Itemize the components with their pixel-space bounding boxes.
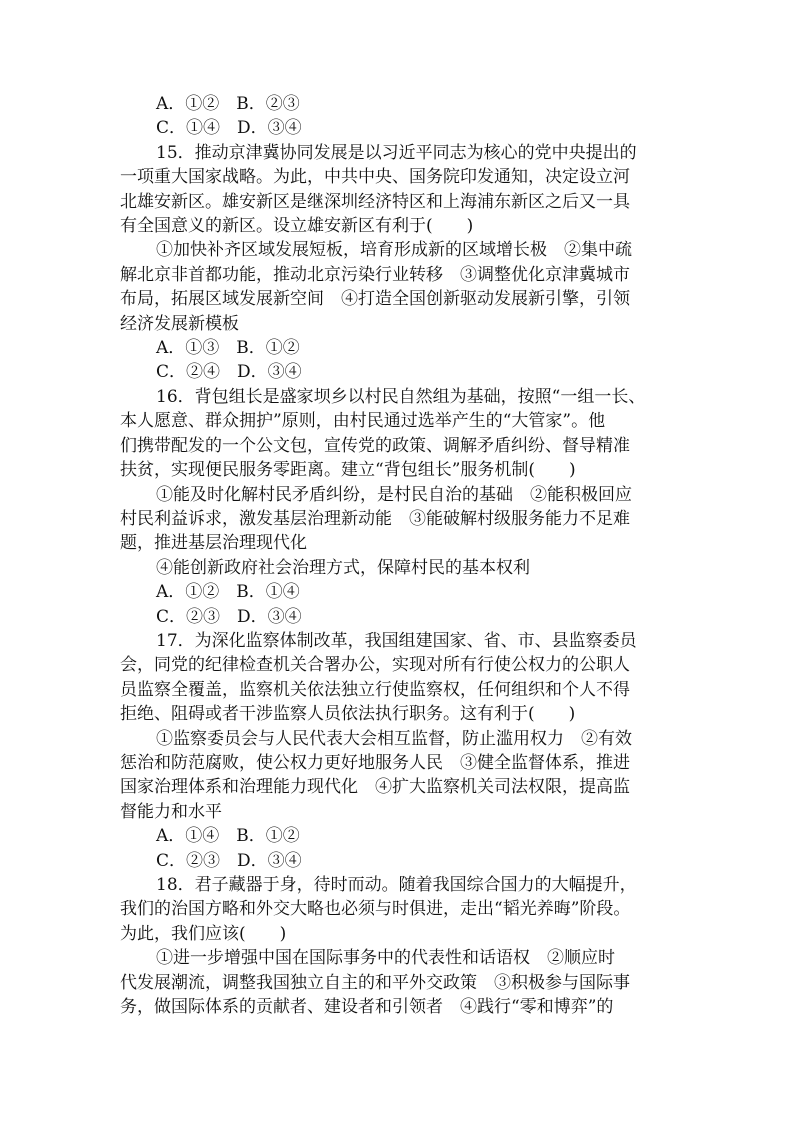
question-stem-line: 本人愿意、群众拥护”原则，由村民通过选举产生的“大管家”。他 <box>120 411 606 432</box>
statement-line: 督能力和水平 <box>120 801 222 822</box>
question-stem-line: 为此，我们应该( ) <box>120 923 287 944</box>
options-cd: C．②③ D．③④ <box>156 606 302 627</box>
statement-line: ①加快补齐区域发展短板，培育形成新的区域增长极 ②集中疏 <box>156 240 632 261</box>
options-ab: A．①② B．②③ <box>156 94 300 114</box>
question-stem-line: 有全国意义的新区。设立雄安新区有利于( ) <box>120 216 474 237</box>
question-stem-line: 扶贫，实现便民服务零距离。建立“背包组长”服务机制( ) <box>120 460 576 481</box>
exam-page <box>120 92 680 1019</box>
question-stem-line: 17．为深化监察体制改革，我国组建国家、省、市、县监察委员 <box>156 630 637 651</box>
statement-line: 布局，拓展区域发展新空间 ④打造全国创新驱动发展新引擎，引领 <box>120 289 630 310</box>
question-stem-line: 一项重大国家战略。为此，中共中央、国务院印发通知，决定设立河 <box>120 167 630 188</box>
question-18 <box>120 873 680 1019</box>
question-stem-line: 18．君子藏器于身，待时而动。随着我国综合国力的大幅提升， <box>156 875 637 895</box>
question-stem-line: 北雄安新区。雄安新区是继深圳经济特区和上海浦东新区之后又一具 <box>120 191 630 212</box>
statement-line: ①能及时化解村民矛盾纠纷，是村民自治的基础 ②能积极回应 <box>156 484 632 505</box>
statement-line: 题，推进基层治理现代化 <box>120 533 307 554</box>
statement-line: 代发展潮流，调整我国独立自主的和平外交政策 ③积极参与国际事 <box>120 972 630 993</box>
question-15 <box>120 141 680 385</box>
question-stem-line: 15．推动京津冀协同发展是以习近平同志为核心的党中央提出的 <box>156 142 637 163</box>
options-cd: C．②④ D．③④ <box>156 362 302 383</box>
options-ab: A．①④ B．①② <box>156 826 300 847</box>
question-stem-line: 会，同党的纪律检查机关合署办公，实现对所有行使公权力的公职人 <box>120 655 630 676</box>
statement-line: 国家治理体系和治理能力现代化 ④扩大监察机关司法权限，提高监 <box>120 777 630 798</box>
question-stem-line: 员监察全覆盖，监察机关依法独立行使监察权，任何组织和个人不得 <box>120 679 630 700</box>
options-ab: A．①② B．①④ <box>156 582 300 603</box>
question-16 <box>120 385 680 629</box>
statement-line: 经济发展新模板 <box>120 313 239 334</box>
options-ab: A．①③ B．①② <box>156 338 300 359</box>
question-stem-line: 16．背包组长是盛家坝乡以村民自然组为基础，按照“一组一长、 <box>156 386 646 407</box>
statement-line: 务，做国际体系的贡献者、建设者和引领者 ④践行“零和博弈”的 <box>120 997 614 1018</box>
statement-line: 惩治和防范腐败，使公权力更好地服务人民 ③健全监督体系，推进 <box>120 752 630 773</box>
question-17 <box>120 629 680 873</box>
statement-line: ④能创新政府社会治理方式，保障村民的基本权利 <box>156 557 530 578</box>
statement-line: 村民利益诉求，激发基层治理新动能 ③能破解村级服务能力不足难 <box>120 508 630 529</box>
question-stem-line: 们携带配发的一个公文包，宣传党的政策、调解矛盾纠纷、督导精准 <box>120 435 630 456</box>
question-stem-line: 拒绝、阻碍或者干涉监察人员依法执行职务。这有利于( ) <box>120 704 576 725</box>
question-stem-line: 我们的治国方略和外交大略也必须与时俱进，走出“韬光养晦”阶段。 <box>120 899 631 920</box>
statement-line: ①监察委员会与人民代表大会相互监督，防止滥用权力 ②有效 <box>156 728 632 749</box>
statement-line: 解北京非首都功能，推动北京污染行业转移 ③调整优化京津冀城市 <box>120 264 630 285</box>
options-cd: C．①④ D．③④ <box>156 118 302 139</box>
question-14-options <box>120 92 680 141</box>
options-cd: C．②③ D．③④ <box>156 850 302 871</box>
statement-line: ①进一步增强中国在国际事务中的代表性和话语权 ②顺应时 <box>156 948 615 969</box>
